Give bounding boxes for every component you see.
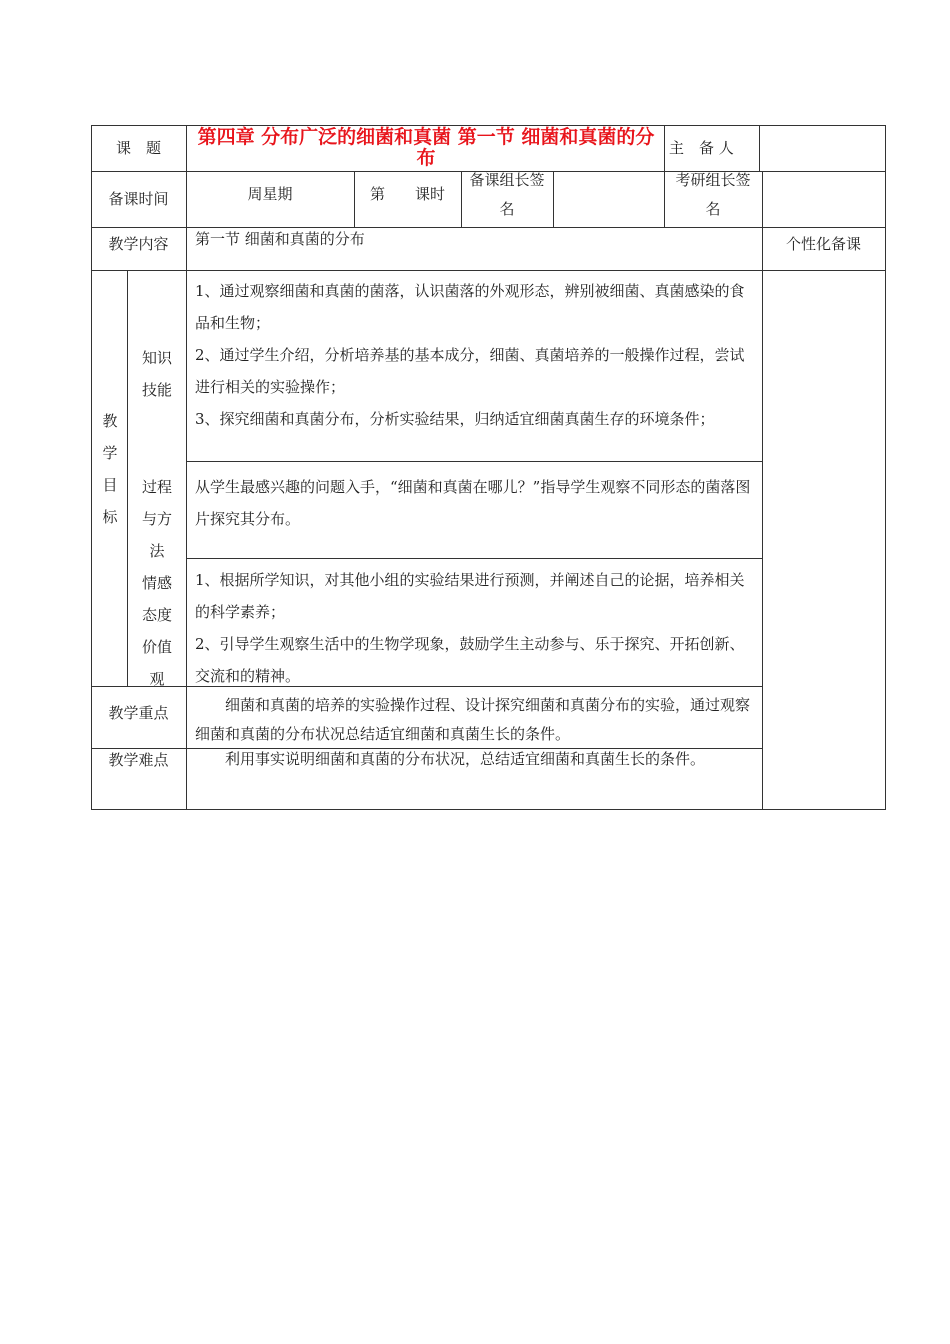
- attitude-items: [195, 564, 755, 692]
- knowledge-item: 1、通过观察细菌和真菌的菌落，认识菌落的外观形态，辨别被细菌、真菌感染的食品和生物；: [195, 282, 745, 332]
- difficulties-text: 利用事实说明细菌和真菌的分布状况，总结适宜细菌和真菌生长的条件。: [225, 750, 706, 768]
- prep-time-label: 备课时间: [108, 190, 169, 208]
- process-text: 从学生最感兴趣的问题入手，“细菌和真菌在哪儿？”指导学生观察不同形态的菌落图片探究其分布。: [195, 478, 751, 528]
- week-label: 周星期: [247, 185, 293, 203]
- group-leader-sign-label: 备课组长签名: [469, 171, 545, 218]
- topic-label: 课 题: [115, 139, 161, 157]
- knowledge-label: 知识技能: [141, 349, 172, 399]
- process-label: 过程与方法: [141, 478, 172, 560]
- difficulties-label: 教学难点: [108, 751, 169, 769]
- period-label: 第 课时: [369, 185, 445, 203]
- key-points-label: 教学重点: [108, 704, 169, 722]
- research-leader-sign-label: 考研组长签名: [675, 171, 751, 218]
- key-points-text: 细菌和真菌的培养的实验操作过程、设计探究细菌和真菌分布的实验，通过观察细菌和真菌的分布状况总结适宜细菌和真菌生长的条件。: [195, 696, 751, 743]
- attitude-label: 情感态度价值观: [141, 574, 172, 688]
- lesson-title: 第四章 分布广泛的细菌和真菌 第一节 细菌和真菌的分布: [197, 126, 655, 169]
- attitude-item: 1、根据所学知识，对其他小组的实验结果进行预测，并阐述自己的论据，培养相关的科学素养；: [195, 571, 745, 621]
- content-value: 第一节 细菌和真菌的分布: [195, 230, 365, 248]
- knowledge-item: 3、探究细菌和真菌分布，分析实验结果，归纳适宜细菌真菌生存的环境条件；: [195, 410, 715, 428]
- personal-prep-label: 个性化备课: [785, 235, 861, 253]
- knowledge-items: [195, 275, 755, 435]
- attitude-item: 2、引导学生观察生活中的生物学现象，鼓励学生主动参与、乐于探究、开拓创新、交流和的精神。: [195, 635, 745, 685]
- knowledge-item: 2、通过学生介绍，分析培养基的基本成分，细菌、真菌培养的一般操作过程，尝试进行相关的实验操作；: [195, 346, 745, 396]
- objectives-label: 教学目标: [102, 412, 118, 526]
- preparer-label: 主 备 人: [669, 139, 734, 157]
- content-label: 教学内容: [108, 235, 169, 253]
